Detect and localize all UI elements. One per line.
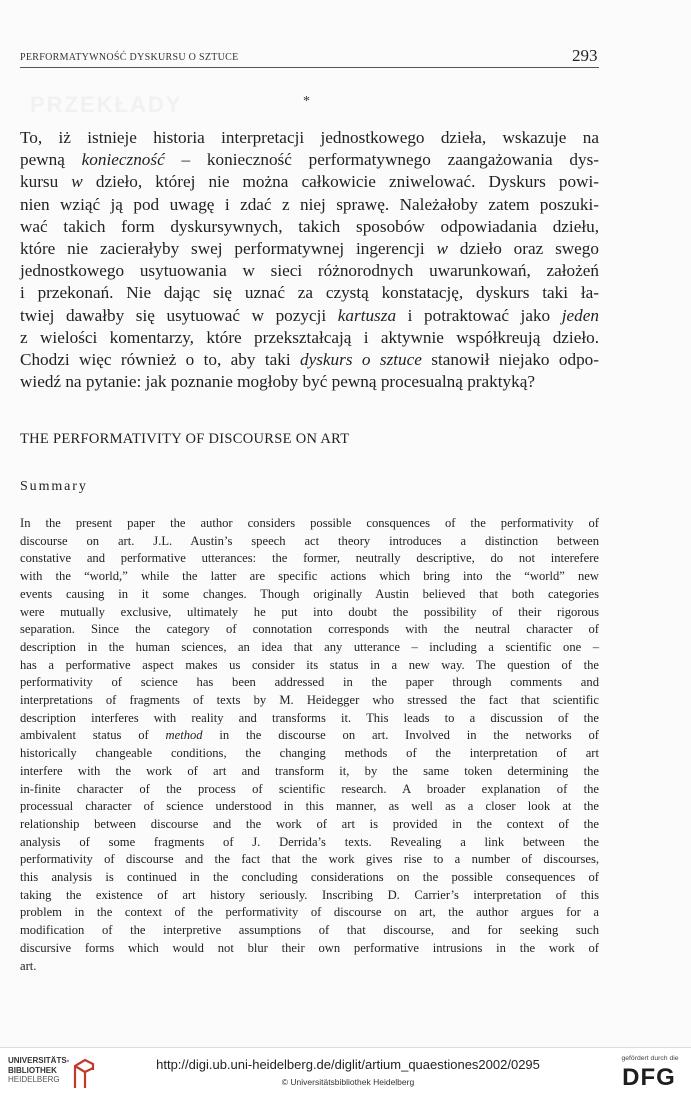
funded-by-label: gefördert durch die bbox=[621, 1055, 679, 1062]
body-line: wać takich form dyskursywnych, takich sposobów odpowiadania dziełu, bbox=[20, 216, 599, 236]
summary-line: in-finite character of the process of scientific research. A broader explanation of the bbox=[20, 781, 599, 796]
italic-term: konieczność bbox=[81, 150, 165, 170]
body-line: wiedź na pytanie: jak poznanie mogłoby być pewną procesualną praktyką? bbox=[20, 372, 535, 392]
summary-title: THE PERFORMATIVITY OF DISCOURSE ON ART bbox=[20, 431, 350, 447]
summary-line: performativity of discourse and the fact that the work gives rise to a number of discourses, bbox=[20, 852, 599, 867]
italic-term: jeden bbox=[561, 305, 599, 325]
italic-term: dyskurs o sztuce bbox=[300, 350, 422, 370]
body-line: z wielości komentarzy, które przekształcają i aktywnie współkreują dzieło. bbox=[20, 327, 599, 347]
summary-line: modification of the interpretive assumptions of that discourse, and for seeking such bbox=[20, 923, 599, 938]
summary-line: In the present paper the author considers possible consquences of the performativity of bbox=[20, 516, 599, 530]
library-name-line: BIBLIOTHEK bbox=[8, 1065, 57, 1075]
library-name-line: UNIVERSITÄTS- bbox=[8, 1056, 70, 1065]
summary-line: interfere with the work of art and transform it, by the same token determining the bbox=[20, 763, 599, 778]
summary-line: has a performative aspect makes us consider its status in a new way. The question of the bbox=[20, 657, 599, 672]
source-url-link[interactable]: http://digi.ub.uni-heidelberg.de/diglit/artium_quaestiones2002/0295 bbox=[156, 1057, 540, 1072]
summary-line: art. bbox=[20, 958, 37, 973]
faint-watermark-heading: PRZEKŁADY bbox=[30, 92, 183, 117]
summary-line: processual character of science understood in this manner, as well as a closer look at the bbox=[20, 799, 599, 814]
summary-line: ambivalent status of method in the discourse on art. Involved in the networks of bbox=[20, 728, 599, 743]
body-line: Chodzi więc również o to, aby taki dyskurs o sztuce stanowił niejako odpo- bbox=[20, 350, 599, 370]
body-line: kursu w dzieło, której nie można całkowicie zniwelować. Dyskurs powi- bbox=[20, 172, 599, 192]
body-line: nien wziąć ją pod uwagę i zdać z niej sprawę. Należałoby zatem poszuki- bbox=[20, 194, 599, 214]
body-line: pewną konieczność – konieczność performatywnego zaangażowania dys- bbox=[20, 150, 600, 170]
summary-line: historically changeable conditions, the changing methods of the interpretation of art bbox=[20, 746, 599, 761]
body-line: i przekonań. Nie dając się uznać za czystą konstatację, dyskurs taki ła- bbox=[20, 283, 599, 303]
summary-line: taking the existence of art history seriously. Inscribing D. Carrier’s interpretation of this bbox=[20, 887, 599, 902]
summary-line: were mutually exclusive, ultimately he put into doubt the possibility of their rigorous bbox=[20, 604, 599, 619]
body-line: To, iż istnieje historia interpretacji jednostkowego dzieła, wskazuje na bbox=[20, 128, 599, 147]
summary-line: separation. Since the category of connotation corresponds with the neutral character of bbox=[20, 622, 599, 637]
summary-line: performativity of science has been addressed in the paper through comments and bbox=[20, 675, 599, 690]
body-line: twiej dawałby się usytuować w pozycji kartusza i potraktować jako jeden bbox=[20, 305, 599, 325]
library-name-line: HEIDELBERG bbox=[8, 1075, 60, 1084]
dfg-logo: DFG bbox=[622, 1064, 676, 1091]
summary-line: this analysis is continued in the concluding considerations on the possible consequences of bbox=[20, 870, 599, 885]
summary-line: with the “world,” while the latter are specific actions which bring into the “world” new bbox=[20, 569, 599, 584]
italic-term: kartusza bbox=[337, 305, 397, 325]
running-head: PERFORMATYWNOŚĆ DYSKURSU O SZTUCE bbox=[20, 52, 239, 63]
footer bbox=[0, 1047, 691, 1099]
body-line: które nie zacierałyby swej performatywnej ingerencji w dzieło oraz swego bbox=[20, 239, 599, 259]
header-rule bbox=[20, 67, 599, 68]
summary-line: problem in the context of the performativity of discourse on art, the author argues for a bbox=[20, 905, 599, 920]
summary-line: interpretations of fragments of texts by M. Heidegger who stressed the fact that scientific bbox=[20, 693, 599, 708]
copyright-notice: © Universitätsbibliothek Heidelberg bbox=[281, 1077, 415, 1087]
library-logo-icon bbox=[71, 1058, 97, 1090]
italic-term: w bbox=[71, 172, 83, 192]
body-line: jednostkowego usytuowania w sieci różnorodnych uwarunkowań, założeń bbox=[20, 261, 599, 281]
library-name bbox=[8, 1056, 72, 1085]
summary-line: analysis of some fragments of J. Derrida’s texts. Revealing a link between the bbox=[20, 834, 599, 849]
summary-label: Summary bbox=[20, 479, 88, 494]
summary-paragraph bbox=[20, 515, 599, 975]
section-divider-asterisk: * bbox=[303, 94, 310, 109]
summary-line: discursive forms which would not blur their own performative intrusions in the work of bbox=[20, 940, 599, 955]
summary-line: description in the human sciences, an idea that any utterance – including a scientific one – bbox=[20, 639, 599, 654]
summary-line: relationship between discourse and the work of art is provided in the context of the bbox=[20, 816, 599, 831]
italic-term: w bbox=[436, 239, 448, 259]
summary-line: discourse on art. J.L. Austin’s speech act theory introduces a distinction between bbox=[20, 533, 599, 548]
polish-paragraph bbox=[20, 127, 599, 393]
summary-line: description interferes with reality and transforms it. This leads to a discussion of the bbox=[20, 710, 599, 725]
italic-term: method bbox=[165, 728, 203, 743]
summary-line: events causing in it some changes. Though originally Austin believed that both categories bbox=[20, 586, 599, 601]
summary-line: constative and performative utterances: the former, neutrally descriptive, do not interefere bbox=[20, 551, 599, 566]
page-number: 293 bbox=[572, 46, 598, 65]
